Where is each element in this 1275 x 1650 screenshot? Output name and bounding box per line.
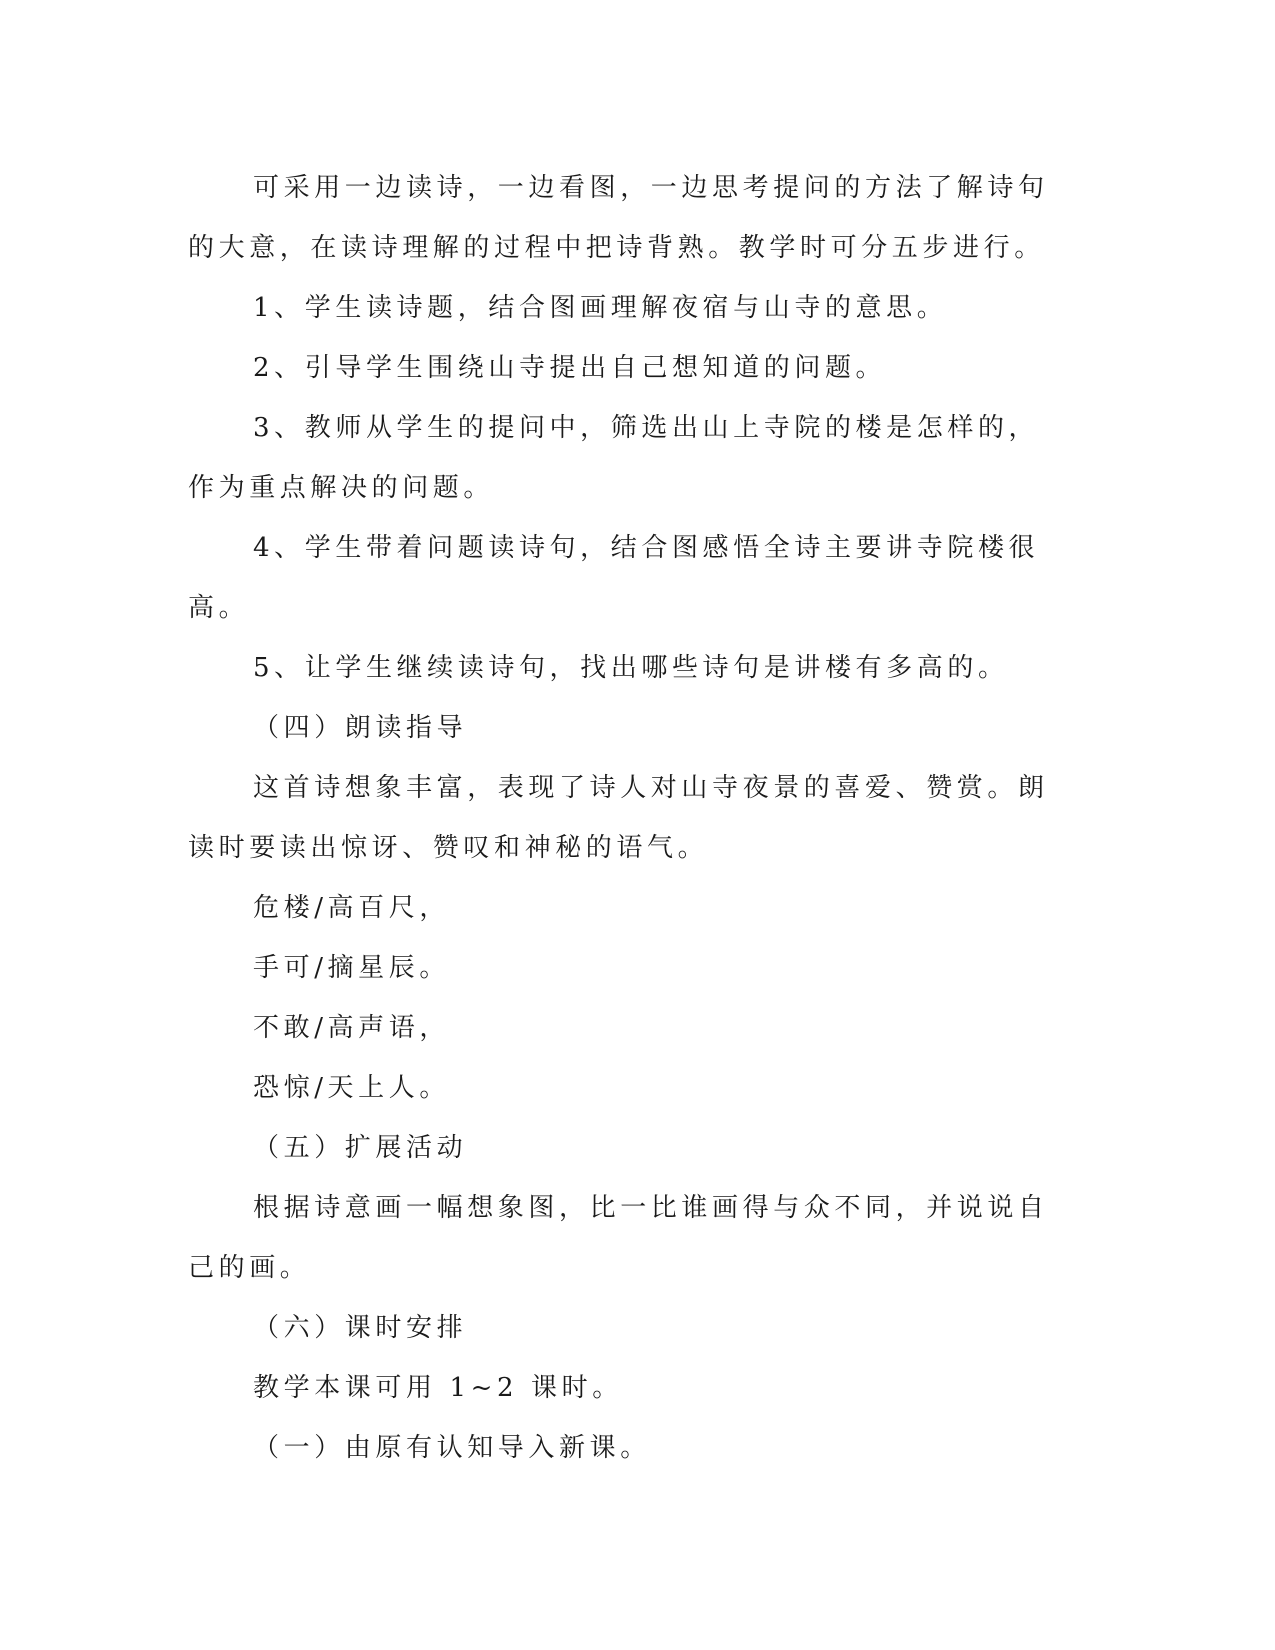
document-body — [188, 158, 1068, 1478]
section-heading-extension: （五）扩展活动 — [253, 1133, 468, 1163]
step-1: 1、学生读诗题，结合图画理解夜宿与山寺的意思。 — [253, 293, 948, 323]
paragraph-extension: 根据诗意画一幅想象图，比一比谁画得与众不同，并说说自己的画。 — [188, 1193, 1049, 1283]
paragraph-schedule: 教学本课可用 1~2 课时。 — [253, 1373, 623, 1403]
poem-line-4: 恐惊/天上人。 — [253, 1073, 450, 1103]
paragraph-reading-guidance: 这首诗想象丰富，表现了诗人对山寺夜景的喜爱、赞赏。朗读时要读出惊讶、赞叹和神秘的语气。 — [188, 773, 1049, 863]
section-heading-intro: （一）由原有认知导入新课。 — [253, 1433, 651, 1463]
poem-line-2: 手可/摘星辰。 — [253, 953, 450, 983]
step-2: 2、引导学生围绕山寺提出自己想知道的问题。 — [253, 353, 887, 383]
step-5: 5、让学生继续读诗句，找出哪些诗句是讲楼有多高的。 — [253, 653, 1009, 683]
section-heading-schedule: （六）课时安排 — [253, 1313, 468, 1343]
poem-line-1: 危楼/高百尺， — [253, 893, 450, 923]
poem-line-3: 不敢/高声语， — [253, 1013, 450, 1043]
step-3: 3、教师从学生的提问中，筛选出山上寺院的楼是怎样的，作为重点解决的问题。 — [188, 413, 1040, 503]
step-4: 4、学生带着问题读诗句，结合图感悟全诗主要讲寺院楼很高。 — [188, 533, 1040, 623]
paragraph-method-intro: 可采用一边读诗，一边看图，一边思考提问的方法了解诗句的大意，在读诗理解的过程中把诗背熟。教学时可分五步进行。 — [188, 173, 1049, 263]
section-heading-reading-guidance: （四）朗读指导 — [253, 713, 468, 743]
